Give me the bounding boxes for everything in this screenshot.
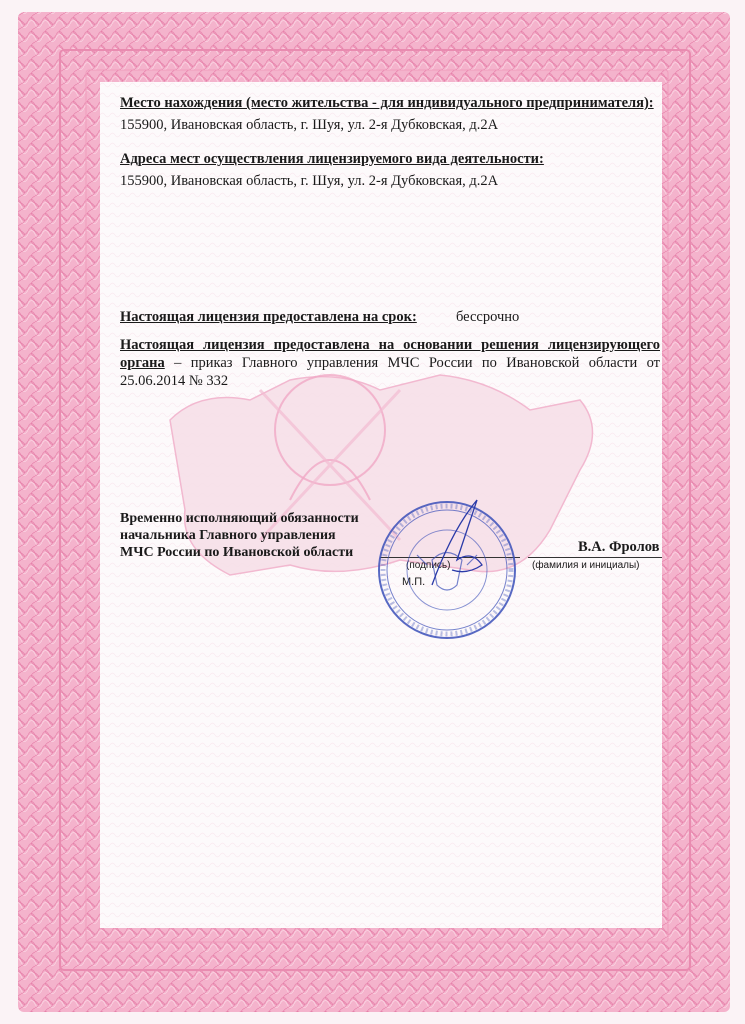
basis-section: [120, 336, 660, 390]
signatory-title: [120, 510, 370, 561]
name-line: [528, 557, 662, 558]
term-value: бессрочно: [456, 309, 520, 325]
signatory-line-3: МЧС России по Ивановской области: [120, 545, 354, 560]
signatory-line-2: начальника Главного управления: [120, 528, 336, 543]
activity-addresses-section: [120, 150, 660, 190]
signatory-name: В.А. Фролов: [578, 539, 660, 555]
location-value: 155900, Ивановская область, г. Шуя, ул. 2-я Дубковская, д.2А: [120, 117, 499, 133]
term-section: [120, 308, 660, 326]
location-header: Место нахождения (место жительства - для индивидуального предпринимателя):: [120, 95, 654, 111]
location-section: [120, 94, 660, 134]
official-stamp: [372, 490, 522, 640]
basis-text: – приказ Главного управления МЧС России по Ивановской области от 25.06.2014 № 332: [120, 355, 660, 389]
stamp-place-label: М.П.: [402, 576, 426, 588]
name-caption: (фамилия и инициалы): [532, 560, 640, 571]
signatory-line-1: Временно исполняющий обязанности: [120, 511, 359, 526]
basis-header: Настоящая лицензия предоставлена на основании решения лицензирующего органа: [120, 337, 660, 371]
activity-addresses-value: 155900, Ивановская область, г. Шуя, ул. 2-я Дубковская, д.2А: [120, 173, 499, 189]
signature-caption: (подпись): [406, 560, 451, 571]
signature-scribble: [432, 500, 482, 585]
term-header: Настоящая лицензия предоставлена на срок:: [120, 309, 417, 325]
activity-addresses-header: Адреса мест осуществления лицензируемого вида деятельности:: [120, 151, 544, 167]
